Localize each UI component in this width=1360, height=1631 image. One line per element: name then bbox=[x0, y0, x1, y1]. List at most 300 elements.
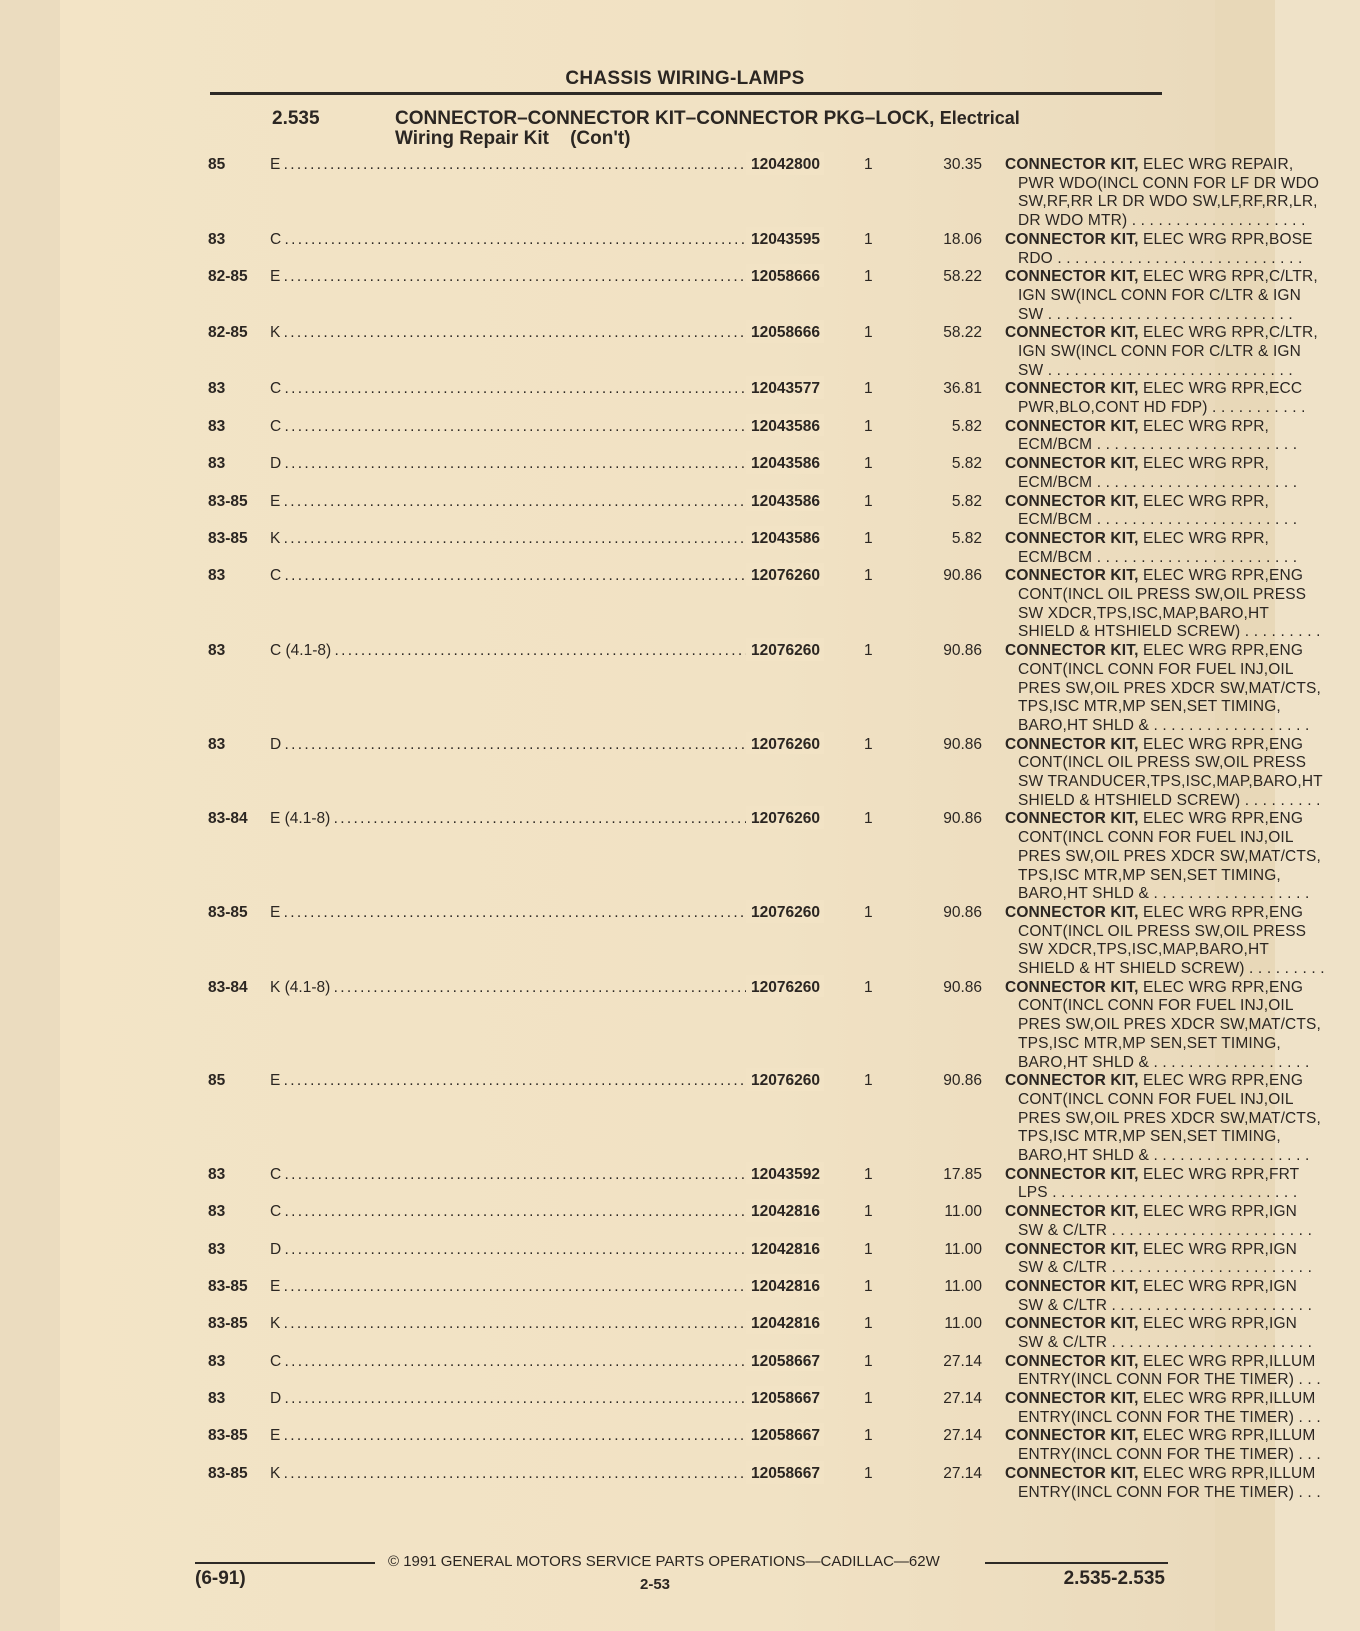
row-code-text: K bbox=[270, 324, 281, 342]
row-description-continuation: IGN SW(INCL CONN FOR C/LTR & IGN bbox=[1018, 286, 1301, 304]
row-description-keyword: CONNECTOR KIT, bbox=[1005, 903, 1139, 921]
row-code-text: D bbox=[270, 1240, 282, 1258]
row-description bbox=[1005, 268, 1360, 324]
row-description-continuation: TPS,ISC MTR,MP SEN,SET TIMING, bbox=[1018, 698, 1281, 716]
row-part-number: 12042816 bbox=[746, 1311, 824, 1334]
table-row bbox=[208, 1461, 1321, 1501]
section-title bbox=[395, 108, 1155, 149]
row-year: 82-85 bbox=[208, 268, 248, 286]
row-description-keyword: CONNECTOR KIT, bbox=[1005, 455, 1139, 473]
row-description-keyword: CONNECTOR KIT, bbox=[1005, 1464, 1139, 1482]
row-code bbox=[270, 1390, 748, 1409]
row-description-continuation: SW XDCR,TPS,ISC,MAP,BARO,HT bbox=[1018, 604, 1269, 622]
row-description-first-line bbox=[1005, 231, 1360, 250]
row-quantity: 1 bbox=[864, 1315, 873, 1333]
row-description bbox=[1005, 493, 1360, 530]
table-row bbox=[208, 732, 1323, 809]
row-price: 90.86 bbox=[943, 735, 982, 753]
footer-rule-left bbox=[195, 1562, 375, 1564]
row-description-lead-text: ELEC WRG RPR,ENG bbox=[1138, 735, 1304, 753]
table-row bbox=[208, 638, 1321, 734]
row-price: 5.82 bbox=[951, 455, 982, 473]
row-description-continuation: CONT(INCL OIL PRESS SW,OIL PRESS bbox=[1018, 922, 1307, 940]
row-description-lead-text: ELEC WRG REPAIR, bbox=[1138, 156, 1294, 173]
footer-date-code: (6-91) bbox=[195, 1568, 246, 1589]
row-description-keyword: CONNECTOR KIT, bbox=[1005, 1390, 1139, 1408]
row-description-continuation: SW & C/LTR . . . . . . . . . . . . . . . . . . . . . . . bbox=[1018, 1296, 1313, 1314]
row-description bbox=[1005, 1427, 1360, 1464]
row-description-first-line bbox=[1005, 1203, 1360, 1222]
row-quantity: 1 bbox=[864, 417, 873, 435]
row-description-continuation: CONT(INCL CONN FOR FUEL INJ,OIL bbox=[1018, 660, 1294, 678]
row-description-continuation: ECM/BCM . . . . . . . . . . . . . . . . . . . . . . . bbox=[1018, 548, 1298, 566]
row-description bbox=[1005, 979, 1360, 1073]
row-description-lead-text: ELEC WRG RPR,IGN bbox=[1138, 1240, 1298, 1258]
row-description-keyword: CONNECTOR KIT, bbox=[1005, 1165, 1139, 1183]
row-description-lead-text: ELEC WRG RPR,ILLUM bbox=[1138, 1427, 1316, 1445]
row-code bbox=[270, 1166, 748, 1185]
row-description-lead-text: ELEC WRG RPR,IGN bbox=[1138, 1315, 1298, 1333]
row-quantity: 1 bbox=[864, 492, 873, 510]
row-description bbox=[1005, 455, 1360, 492]
table-row bbox=[208, 563, 1321, 641]
row-price: 30.35 bbox=[943, 156, 982, 173]
row-year: 83-85 bbox=[208, 903, 248, 921]
row-part-number: 12042816 bbox=[746, 1237, 824, 1260]
row-description-keyword: CONNECTOR KIT, bbox=[1005, 1203, 1139, 1221]
row-description-first-line bbox=[1005, 1427, 1360, 1446]
row-code-text: C bbox=[270, 1203, 282, 1221]
row-description-lead-text: ELEC WRG RPR,ILLUM bbox=[1138, 1352, 1316, 1370]
row-code-text: K bbox=[270, 529, 281, 547]
row-part-number: 12043577 bbox=[746, 376, 824, 399]
row-description-first-line bbox=[1005, 1241, 1360, 1260]
table-row bbox=[208, 806, 1321, 903]
row-description-keyword: CONNECTOR KIT, bbox=[1005, 978, 1139, 996]
row-code bbox=[270, 904, 748, 923]
row-code bbox=[270, 1315, 748, 1334]
row-description-continuation: ENTRY(INCL CONN FOR THE TIMER) . . . bbox=[1018, 1371, 1321, 1389]
row-description bbox=[1005, 231, 1360, 268]
row-description-lead-text: ELEC WRG RPR,ENG bbox=[1138, 810, 1304, 828]
row-description-first-line bbox=[1005, 1465, 1360, 1484]
row-part-number: 12042800 bbox=[746, 152, 824, 175]
row-description-first-line bbox=[1005, 268, 1360, 287]
row-description-lead-text: ELEC WRG RPR, bbox=[1138, 417, 1269, 435]
row-price: 90.86 bbox=[943, 903, 982, 921]
row-description-continuation: SW & C/LTR . . . . . . . . . . . . . . . . . . . . . . . bbox=[1018, 1221, 1313, 1239]
row-description-continuation: SHIELD & HTSHIELD SCREW) . . . . . . . . . bbox=[1018, 623, 1321, 641]
row-code-text: C bbox=[270, 567, 282, 585]
row-code bbox=[270, 530, 748, 549]
row-description-first-line bbox=[1005, 380, 1360, 399]
row-price: 90.86 bbox=[943, 978, 982, 996]
row-quantity: 1 bbox=[864, 268, 873, 286]
row-description-continuation: CONT(INCL CONN FOR FUEL INJ,OIL bbox=[1018, 829, 1294, 847]
row-description-continuation: ECM/BCM . . . . . . . . . . . . . . . . . . . . . . . bbox=[1018, 473, 1298, 491]
table-row bbox=[208, 975, 1321, 1071]
row-description-lead-text: ELEC WRG RPR,ENG bbox=[1138, 642, 1304, 660]
row-description-keyword: CONNECTOR KIT, bbox=[1005, 1277, 1139, 1295]
row-quantity: 1 bbox=[864, 529, 873, 547]
row-price: 90.86 bbox=[943, 810, 982, 828]
row-code-text: K bbox=[270, 1315, 281, 1333]
row-quantity: 1 bbox=[864, 903, 873, 921]
row-description-keyword: CONNECTOR KIT, bbox=[1005, 529, 1139, 547]
row-year: 85 bbox=[208, 156, 226, 173]
row-price: 11.00 bbox=[944, 1240, 982, 1258]
row-price: 27.14 bbox=[943, 1352, 982, 1370]
row-description-lead-text: ELEC WRG RPR,C/LTR, bbox=[1138, 268, 1318, 286]
row-description-continuation: CONT(INCL CONN FOR FUEL INJ,OIL bbox=[1018, 1090, 1294, 1108]
row-price: 58.22 bbox=[943, 268, 982, 286]
row-year: 83 bbox=[208, 417, 226, 435]
row-description-continuation: ENTRY(INCL CONN FOR THE TIMER) . . . bbox=[1018, 1446, 1321, 1464]
row-code-text: C bbox=[270, 417, 282, 435]
row-code-text: K (4.1-8) bbox=[270, 978, 331, 996]
row-quantity: 1 bbox=[864, 1427, 873, 1445]
row-description-lead-text: ELEC WRG RPR, bbox=[1138, 455, 1269, 473]
row-year: 83 bbox=[208, 1203, 226, 1221]
row-quantity: 1 bbox=[864, 1390, 873, 1408]
row-year: 83-85 bbox=[208, 1315, 248, 1333]
row-part-number: 12043595 bbox=[746, 227, 824, 250]
row-part-number: 12076260 bbox=[746, 563, 824, 586]
row-description-continuation: PWR,BLO,CONT HD FDP) . . . . . . . . . . . bbox=[1018, 399, 1306, 417]
row-description bbox=[1005, 1166, 1360, 1203]
row-year: 83 bbox=[208, 567, 226, 585]
row-description-first-line bbox=[1005, 736, 1360, 755]
row-description-continuation: RDO . . . . . . . . . . . . . . . . . . . . . . . . . . . . bbox=[1018, 249, 1303, 267]
row-price: 27.14 bbox=[943, 1464, 982, 1482]
row-description bbox=[1005, 380, 1360, 417]
row-price: 58.22 bbox=[943, 324, 982, 342]
row-description-keyword: CONNECTOR KIT, bbox=[1005, 810, 1139, 828]
row-description-lead-text: ELEC WRG RPR,ENG bbox=[1138, 903, 1304, 921]
row-code bbox=[270, 156, 748, 175]
row-description-continuation: DR WDO MTR) . . . . . . . . . . . . . . . . . . . . bbox=[1018, 212, 1306, 230]
row-price: 17.85 bbox=[943, 1165, 982, 1183]
row-description-first-line bbox=[1005, 1278, 1360, 1297]
row-description-keyword: CONNECTOR KIT, bbox=[1005, 324, 1139, 342]
row-price: 90.86 bbox=[943, 1072, 982, 1090]
row-code bbox=[270, 455, 748, 474]
row-price: 5.82 bbox=[951, 529, 982, 547]
table-row bbox=[208, 451, 1298, 491]
row-code-text: D bbox=[270, 455, 282, 473]
table-row bbox=[208, 489, 1298, 529]
row-description-continuation: LPS . . . . . . . . . . . . . . . . . . . . . . . . . . . . bbox=[1018, 1184, 1298, 1202]
row-quantity: 1 bbox=[864, 642, 873, 660]
row-code-text: C bbox=[270, 230, 282, 248]
row-description bbox=[1005, 1390, 1360, 1427]
row-description bbox=[1005, 1278, 1360, 1315]
table-row bbox=[208, 900, 1325, 978]
row-description-first-line bbox=[1005, 1166, 1360, 1185]
row-description-continuation: TPS,ISC MTR,MP SEN,SET TIMING, bbox=[1018, 866, 1281, 884]
table-row bbox=[208, 1423, 1321, 1464]
table-row bbox=[208, 414, 1298, 454]
row-part-number: 12058666 bbox=[746, 320, 824, 343]
row-description-lead-text: ELEC WRG RPR,IGN bbox=[1138, 1203, 1298, 1221]
row-description bbox=[1005, 904, 1360, 979]
row-year: 83-85 bbox=[208, 529, 248, 547]
row-quantity: 1 bbox=[864, 156, 873, 173]
table-row bbox=[208, 1386, 1321, 1426]
row-description-continuation: PWR WDO(INCL CONN FOR LF DR WDO bbox=[1018, 174, 1320, 192]
row-code-text: E bbox=[270, 1427, 281, 1445]
row-description-keyword: CONNECTOR KIT, bbox=[1005, 1315, 1139, 1333]
row-description bbox=[1005, 1203, 1360, 1240]
row-description bbox=[1005, 1241, 1360, 1278]
row-year: 83-85 bbox=[208, 492, 248, 510]
row-description-keyword: CONNECTOR KIT, bbox=[1005, 492, 1139, 510]
row-description-continuation: SW & C/LTR . . . . . . . . . . . . . . . . . . . . . . . bbox=[1018, 1333, 1313, 1351]
row-quantity: 1 bbox=[864, 324, 873, 342]
section-number: 2.535 bbox=[272, 108, 320, 129]
table-row bbox=[208, 1068, 1321, 1165]
row-year: 83 bbox=[208, 642, 226, 660]
row-description-lead-text: ELEC WRG RPR,C/LTR, bbox=[1138, 324, 1318, 342]
row-price: 27.14 bbox=[943, 1427, 982, 1445]
row-part-number: 12058667 bbox=[746, 1349, 824, 1372]
row-description-first-line bbox=[1005, 567, 1360, 586]
row-description-first-line bbox=[1005, 1315, 1360, 1334]
row-description-lead-text: ELEC WRG RPR,ENG bbox=[1138, 567, 1304, 585]
row-description-first-line bbox=[1005, 455, 1360, 474]
footer-section-ref: 2.535-2.535 bbox=[1063, 1568, 1165, 1589]
row-quantity: 1 bbox=[864, 1072, 873, 1090]
row-code-text: C (4.1-8) bbox=[270, 642, 332, 660]
row-description-continuation: SW XDCR,TPS,ISC,MAP,BARO,HT bbox=[1018, 941, 1269, 959]
row-price: 11.00 bbox=[944, 1277, 982, 1295]
row-code-text: D bbox=[270, 735, 282, 753]
row-quantity: 1 bbox=[864, 1352, 873, 1370]
row-price: 27.14 bbox=[943, 1390, 982, 1408]
row-description-continuation: SW . . . . . . . . . . . . . . . . . . . . . . . . . . . . bbox=[1018, 305, 1293, 323]
row-description-lead-text: ELEC WRG RPR,ENG bbox=[1138, 978, 1304, 996]
row-part-number: 12042816 bbox=[746, 1199, 824, 1222]
row-description-keyword: CONNECTOR KIT, bbox=[1005, 1240, 1139, 1258]
row-part-number: 12043586 bbox=[746, 451, 824, 474]
row-description-continuation: TPS,ISC MTR,MP SEN,SET TIMING, bbox=[1018, 1128, 1281, 1146]
row-year: 83-85 bbox=[208, 1464, 248, 1482]
row-code bbox=[270, 1278, 748, 1297]
row-code-text: C bbox=[270, 1352, 282, 1370]
table-row bbox=[208, 1311, 1313, 1351]
row-part-number: 12076260 bbox=[746, 1068, 824, 1091]
row-description-first-line bbox=[1005, 904, 1360, 923]
row-code bbox=[270, 1427, 748, 1446]
row-price: 18.06 bbox=[943, 230, 982, 248]
row-code-text: D bbox=[270, 1390, 282, 1408]
section-title-suffix: Electrical bbox=[939, 108, 1020, 128]
row-description-first-line bbox=[1005, 418, 1360, 437]
row-code bbox=[270, 231, 748, 250]
row-year: 83 bbox=[208, 1352, 226, 1370]
row-code-text: C bbox=[270, 380, 282, 398]
row-price: 5.82 bbox=[951, 492, 982, 510]
row-description bbox=[1005, 1353, 1360, 1390]
row-code bbox=[270, 1353, 748, 1372]
row-description-keyword: CONNECTOR KIT, bbox=[1005, 1352, 1139, 1370]
row-description bbox=[1005, 418, 1360, 455]
row-code-text: E bbox=[270, 903, 281, 921]
row-description-first-line bbox=[1005, 530, 1360, 549]
row-price: 90.86 bbox=[943, 567, 982, 585]
row-year: 83 bbox=[208, 1240, 226, 1258]
row-quantity: 1 bbox=[864, 978, 873, 996]
row-description-continuation: PRES SW,OIL PRES XDCR SW,MAT/CTS, bbox=[1018, 679, 1321, 697]
row-part-number: 12058667 bbox=[746, 1386, 824, 1409]
row-part-number: 12043586 bbox=[746, 414, 824, 437]
row-code-text: K bbox=[270, 1464, 281, 1482]
row-description bbox=[1005, 324, 1360, 380]
row-quantity: 1 bbox=[864, 455, 873, 473]
table-row bbox=[208, 227, 1313, 267]
row-year: 83 bbox=[208, 735, 226, 753]
row-description-continuation: BARO,HT SHLD & . . . . . . . . . . . . . . . . . . bbox=[1018, 716, 1310, 734]
row-year: 82-85 bbox=[208, 324, 248, 342]
row-year: 83-85 bbox=[208, 1277, 248, 1295]
row-part-number: 12058667 bbox=[746, 1461, 824, 1484]
section-subtitle: Wiring Repair Kit (Con't) bbox=[395, 128, 631, 149]
row-description bbox=[1005, 642, 1360, 736]
row-code-text: E bbox=[270, 1072, 281, 1090]
row-description-first-line bbox=[1005, 1072, 1360, 1091]
row-description-continuation: SHIELD & HT SHIELD SCREW) . . . . . . . . . bbox=[1018, 960, 1325, 978]
row-description-continuation: IGN SW(INCL CONN FOR C/LTR & IGN bbox=[1018, 342, 1301, 360]
row-description bbox=[1005, 1315, 1360, 1352]
row-description-continuation: PRES SW,OIL PRES XDCR SW,MAT/CTS, bbox=[1018, 1016, 1321, 1034]
row-code-text: E bbox=[270, 492, 281, 510]
table-row bbox=[208, 1199, 1313, 1239]
row-description-continuation: ENTRY(INCL CONN FOR THE TIMER) . . . bbox=[1018, 1408, 1321, 1426]
row-year: 85 bbox=[208, 1072, 226, 1090]
row-description-continuation: CONT(INCL OIL PRESS SW,OIL PRESS bbox=[1018, 754, 1307, 772]
row-description-keyword: CONNECTOR KIT, bbox=[1005, 567, 1139, 585]
row-part-number: 12043592 bbox=[746, 1162, 824, 1185]
row-code bbox=[270, 567, 748, 586]
row-part-number: 12076260 bbox=[746, 975, 824, 998]
row-description-lead-text: ELEC WRG RPR,ENG bbox=[1138, 1072, 1304, 1090]
row-description bbox=[1005, 1465, 1360, 1502]
row-part-number: 12042816 bbox=[746, 1274, 824, 1297]
footer-page-number: 2-53 bbox=[640, 1576, 671, 1593]
row-quantity: 1 bbox=[864, 1240, 873, 1258]
row-code bbox=[270, 1072, 748, 1091]
row-description-keyword: CONNECTOR KIT, bbox=[1005, 380, 1139, 398]
row-part-number: 12058666 bbox=[746, 264, 824, 287]
row-description-first-line bbox=[1005, 642, 1360, 661]
row-quantity: 1 bbox=[864, 1203, 873, 1221]
row-description-lead-text: ELEC WRG RPR, bbox=[1138, 492, 1269, 510]
row-price: 5.82 bbox=[951, 417, 982, 435]
row-year: 83 bbox=[208, 230, 226, 248]
row-code bbox=[270, 418, 748, 437]
left-margin bbox=[0, 0, 60, 1631]
row-description-continuation: SW TRANDUCER,TPS,ISC,MAP,BARO,HT bbox=[1018, 773, 1323, 791]
row-code bbox=[270, 979, 748, 998]
row-quantity: 1 bbox=[864, 1464, 873, 1482]
row-code-text: E bbox=[270, 1277, 281, 1295]
row-code bbox=[270, 1241, 748, 1260]
row-code bbox=[270, 324, 748, 343]
table-row bbox=[208, 526, 1298, 566]
table-row bbox=[208, 1349, 1321, 1389]
row-description-keyword: CONNECTOR KIT, bbox=[1005, 230, 1139, 248]
row-year: 83-85 bbox=[208, 1427, 248, 1445]
row-description-first-line bbox=[1005, 156, 1360, 175]
row-description-first-line bbox=[1005, 493, 1360, 512]
row-part-number: 12043586 bbox=[746, 526, 824, 549]
row-quantity: 1 bbox=[864, 567, 873, 585]
row-code bbox=[270, 810, 748, 829]
parts-list bbox=[208, 152, 1325, 1501]
row-description-continuation: SW,RF,RR LR DR WDO SW,LF,RF,RR,LR, bbox=[1018, 193, 1318, 211]
row-description-keyword: CONNECTOR KIT, bbox=[1005, 417, 1139, 435]
row-part-number: 12076260 bbox=[746, 638, 824, 661]
row-code-text: E bbox=[270, 156, 281, 173]
footer-rule-right bbox=[985, 1562, 1168, 1564]
row-quantity: 1 bbox=[864, 230, 873, 248]
row-code bbox=[270, 268, 748, 287]
row-description-continuation: ECM/BCM . . . . . . . . . . . . . . . . . . . . . . . bbox=[1018, 511, 1298, 529]
row-description-first-line bbox=[1005, 1390, 1360, 1409]
row-description-keyword: CONNECTOR KIT, bbox=[1005, 735, 1139, 753]
row-code-text: E (4.1-8) bbox=[270, 810, 331, 828]
row-description-lead-text: ELEC WRG RPR,FRT bbox=[1138, 1165, 1300, 1183]
row-description bbox=[1005, 567, 1360, 642]
table-row bbox=[208, 320, 1318, 379]
page-title: CHASSIS WIRING-LAMPS bbox=[565, 68, 805, 89]
row-description bbox=[1005, 736, 1360, 811]
row-quantity: 1 bbox=[864, 380, 873, 398]
row-description-keyword: CONNECTOR KIT, bbox=[1005, 1427, 1139, 1445]
row-price: 11.00 bbox=[944, 1315, 982, 1333]
row-description-continuation: SHIELD & HTSHIELD SCREW) . . . . . . . . . bbox=[1018, 791, 1321, 809]
row-description-lead-text: ELEC WRG RPR,IGN bbox=[1138, 1277, 1298, 1295]
table-row bbox=[208, 1237, 1313, 1277]
row-year: 83 bbox=[208, 1390, 226, 1408]
row-description-continuation: BARO,HT SHLD & . . . . . . . . . . . . . . . . . . bbox=[1018, 1053, 1310, 1071]
row-description-continuation: PRES SW,OIL PRES XDCR SW,MAT/CTS, bbox=[1018, 1109, 1321, 1127]
row-description-lead-text: ELEC WRG RPR,ILLUM bbox=[1138, 1464, 1316, 1482]
row-description-continuation: BARO,HT SHLD & . . . . . . . . . . . . . . . . . . bbox=[1018, 1147, 1310, 1165]
row-description-first-line bbox=[1005, 1353, 1360, 1372]
table-row bbox=[208, 264, 1318, 323]
row-description-lead-text: ELEC WRG RPR,ILLUM bbox=[1138, 1390, 1316, 1408]
row-price: 36.81 bbox=[943, 380, 982, 398]
row-description-first-line bbox=[1005, 979, 1360, 998]
row-year: 83-84 bbox=[208, 810, 248, 828]
row-description-lead-text: ELEC WRG RPR,BOSE bbox=[1138, 230, 1313, 248]
row-year: 83 bbox=[208, 380, 226, 398]
header-rule bbox=[210, 92, 1162, 95]
row-code-text: E bbox=[270, 268, 281, 286]
row-description bbox=[1005, 530, 1360, 567]
row-part-number: 12076260 bbox=[746, 900, 824, 923]
row-description bbox=[1005, 1072, 1360, 1166]
row-description-continuation: CONT(INCL CONN FOR FUEL INJ,OIL bbox=[1018, 997, 1294, 1015]
row-description-continuation: PRES SW,OIL PRES XDCR SW,MAT/CTS, bbox=[1018, 847, 1321, 865]
row-description bbox=[1005, 156, 1360, 231]
row-description-lead-text: ELEC WRG RPR, bbox=[1138, 529, 1269, 547]
row-description bbox=[1005, 810, 1360, 904]
row-part-number: 12043586 bbox=[746, 489, 824, 512]
row-description-continuation: ENTRY(INCL CONN FOR THE TIMER) . . . bbox=[1018, 1483, 1321, 1501]
row-year: 83-84 bbox=[208, 978, 248, 996]
